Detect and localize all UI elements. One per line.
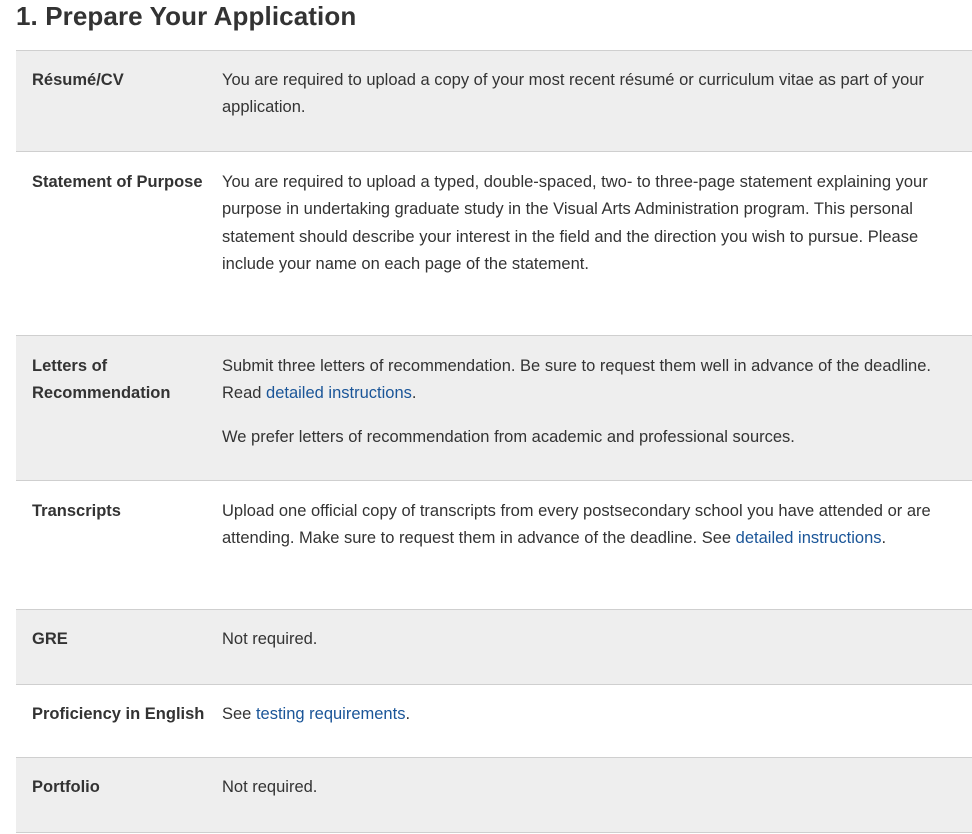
requirement-text-before-link: Upload one official copy of transcripts from every postsecondary school you have attended or are attending. Make sure to request them in advance of the deadline. See (222, 502, 931, 548)
requirement-description (222, 701, 972, 757)
requirement-text-after-link: . (411, 384, 417, 403)
requirement-row-portfolio (16, 757, 972, 833)
requirement-text: You are required to upload a copy of your most recent résumé or curriculum vitae as part of your application. (222, 71, 924, 117)
requirement-row-transcripts (16, 480, 972, 609)
requirement-text-after-link: . (881, 529, 887, 548)
requirement-description (222, 353, 972, 480)
requirement-label: Letters of Recommendation (32, 357, 171, 403)
requirement-text: Not required. (222, 630, 318, 648)
requirement-label: Statement of Purpose (32, 173, 203, 191)
requirement-text: You are required to upload a typed, double-spaced, two- to three-page statement explaining your purpose in undertaking graduate study in the Visual Arts Administration program. This personal statement should describe your interest in the field and the direction you wish to pursue. Please include your name on each page of the statement. (222, 173, 928, 273)
requirement-note: We prefer letters of recommendation from academic and professional sources. (222, 427, 795, 446)
requirement-description (222, 498, 972, 609)
requirement-text-before-link: See (222, 705, 256, 723)
requirement-description (222, 67, 972, 151)
requirement-description (222, 774, 972, 832)
requirement-label: GRE (32, 630, 68, 648)
requirement-label: Proficiency in English (32, 705, 205, 723)
requirement-description (222, 169, 972, 335)
requirement-text (222, 701, 958, 728)
requirement-row-english-proficiency (16, 684, 972, 757)
requirement-text (222, 498, 958, 553)
detailed-instructions-link[interactable]: detailed instructions (735, 529, 882, 548)
requirement-text: Not required. (222, 778, 318, 796)
detailed-instructions-link[interactable]: detailed instructions (266, 384, 412, 403)
requirements-table (16, 50, 972, 833)
requirement-text (222, 353, 958, 408)
requirement-text-after-link: . (405, 705, 411, 723)
testing-requirements-link[interactable]: testing requirements (255, 705, 406, 723)
requirement-row-statement-of-purpose (16, 151, 972, 335)
requirement-label: Portfolio (32, 778, 100, 796)
requirement-row-letters-of-recommendation (16, 335, 972, 480)
requirement-text-before-link: Submit three letters of recommendation. Be sure to request them well in advance of the deadline. Read (222, 357, 931, 403)
requirement-label: Transcripts (32, 502, 121, 520)
requirement-description (222, 626, 972, 684)
page-title: 1. Prepare Your Application (16, 1, 357, 31)
requirement-label: Résumé/CV (32, 71, 124, 89)
requirement-row-resume (16, 50, 972, 151)
requirement-row-gre (16, 609, 972, 684)
